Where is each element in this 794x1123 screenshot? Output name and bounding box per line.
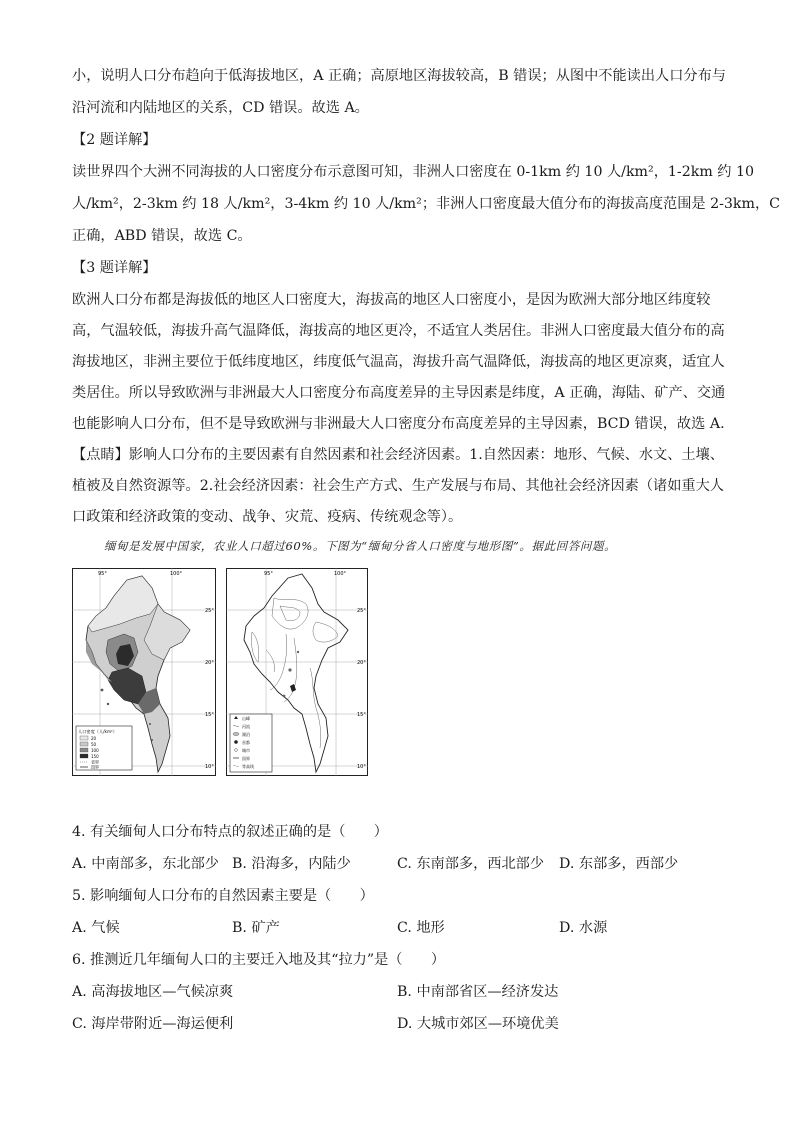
para-3-line-4: 类居住。所以导致欧洲与非洲最大人口密度分布高度差异的主导因素是纬度，A 正确，海陆、矿产、交通 xyxy=(72,385,726,401)
map-right-lon-95: 95° xyxy=(264,571,273,577)
q5-option-b[interactable]: B. 矿产 xyxy=(232,920,280,936)
para-1-line-1: 小，说明人口分布趋向于低海拔地区，A 正确；高原地区海拔较高，B 错误；从图中不能读出人口分布与 xyxy=(72,68,726,84)
q4-option-c[interactable]: C. 东南部多，西北部少 xyxy=(397,856,545,872)
para-3-line-5: 也能影响人口分布，但不是导致欧洲与非洲最大人口密度分布高度差异的主导因素，BCD 错误，故选 A. xyxy=(72,416,725,432)
q5-option-d[interactable]: D. 水源 xyxy=(559,920,608,936)
q6-stem: 6. 推测近几年缅甸人口的主要迁入地及其“拉力”是（ ） xyxy=(72,952,446,968)
map-left-legend-150: 150 xyxy=(91,754,99,759)
para-3-line-3: 海拔地区，非洲主要位于低纬度地区，纬度低气温高，海拔升高气温降低，海拔高的地区更凉爽，适宜人 xyxy=(72,354,725,370)
q4-stem: 4. 有关缅甸人口分布特点的叙述正确的是（ ） xyxy=(72,824,388,840)
q5-option-a[interactable]: A. 气候 xyxy=(72,920,120,936)
q6-option-c[interactable]: C. 海岸带附近—海运便利 xyxy=(72,1016,234,1032)
heading-q3-detail: 【3 题详解】 xyxy=(72,260,157,276)
map-right-lat-15: 15° xyxy=(357,712,366,718)
q6-option-a[interactable]: A. 高海拔地区—气候凉爽 xyxy=(72,984,234,1000)
q4-option-a[interactable]: A. 中南部多，东北部少 xyxy=(72,856,219,872)
terrain-map xyxy=(226,568,368,776)
map-right-legend-capital: 首都 xyxy=(242,740,250,745)
para-1-line-2: 沿河流和内陆地区的关系，CD 错误。故选 A。 xyxy=(72,100,369,116)
map-left-legend-100: 100 xyxy=(91,748,99,753)
para-2-line-1: 读世界四个大洲不同海拔的人口密度分布示意图可知，非洲人口密度在 0-1km 约 10 人/km²，1-2km 约 10 xyxy=(72,164,755,180)
para-3-line-2: 高，气温较低，海拔升高气温降低，海拔高的地区更冷，不适宜人类居住。非洲人口密度最大值分布的高 xyxy=(72,323,725,339)
map-left-lat-25: 25° xyxy=(205,608,214,614)
map-right-legend-lake: 湖泊 xyxy=(242,732,250,737)
map-right-lon-100: 100° xyxy=(334,571,347,577)
map-figure xyxy=(72,568,368,776)
map-right-lat-10: 10° xyxy=(357,764,366,770)
q6-option-d[interactable]: D. 大城市郊区—环境优美 xyxy=(397,1016,559,1032)
map-left-legend-50: 50 xyxy=(91,742,97,747)
para-3-line-1: 欧洲人口分布都是海拔低的地区人口密度大，海拔高的地区人口密度小，是因为欧洲大部分地区纬度较 xyxy=(72,292,711,308)
q5-option-c[interactable]: C. 地形 xyxy=(397,920,445,936)
map-right-legend-border: 国界 xyxy=(242,756,250,761)
tip-line-3: 口政策和经济政策的变动、战争、灾荒、疫病、传统观念等）。 xyxy=(72,509,463,525)
map-left-lon-100: 100° xyxy=(170,571,183,577)
tip-line-2: 植被及自然资源等。2.社会经济因素：社会生产方式、生产发展与布局、其他社会经济因素（诸如重大人 xyxy=(72,478,724,494)
map-right-lat-20: 20° xyxy=(357,660,366,666)
para-2-line-3: 正确，ABD 错误，故选 C。 xyxy=(72,228,252,244)
q5-stem: 5. 影响缅甸人口分布的自然因素主要是（ ） xyxy=(72,888,374,904)
map-left-legend-border: 国界 xyxy=(91,764,99,770)
map-right-legend-city: 城市 xyxy=(242,748,250,753)
map-right-lat-25: 25° xyxy=(357,608,366,614)
map-left-lat-15: 15° xyxy=(205,712,214,718)
map-left-lat-10: 10° xyxy=(205,764,214,770)
para-2-line-2: 人/km²，2-3km 约 18 人/km²，3-4km 约 10 人/km²；非洲人口密度最大值分布的海拔高度范围是 2-3km，C xyxy=(72,196,781,212)
figure-caption: 缅甸是发展中国家，农业人口超过60%。下图为“缅甸分省人口密度与地形图”。据此回答问题。 xyxy=(104,539,617,553)
q4-option-b[interactable]: B. 沿海多，内陆少 xyxy=(232,856,351,872)
population-density-map xyxy=(72,568,216,776)
map-left-lon-95: 95° xyxy=(98,571,107,577)
map-left-legend-province: 省界 xyxy=(91,759,99,765)
q4-option-d[interactable]: D. 东部多，西部少 xyxy=(559,856,679,872)
map-right-legend-peak: 山峰 xyxy=(242,716,250,721)
map-left-legend-title: 人口密度（人/km²） xyxy=(78,729,117,734)
tip-line-1: 【点睛】影响人口分布的主要因素有自然因素和社会经济因素。1.自然因素：地形、气候、水文、土壤、 xyxy=(72,447,724,463)
map-left-legend-20: 20 xyxy=(91,736,97,741)
map-left-lat-20: 20° xyxy=(205,660,214,666)
map-right-legend-contour: 等高线 xyxy=(242,764,254,769)
map-right-legend-river: 河流 xyxy=(242,724,250,729)
q6-option-b[interactable]: B. 中南部省区—经济发达 xyxy=(397,984,559,1000)
heading-q2-detail: 【2 题详解】 xyxy=(72,132,157,148)
